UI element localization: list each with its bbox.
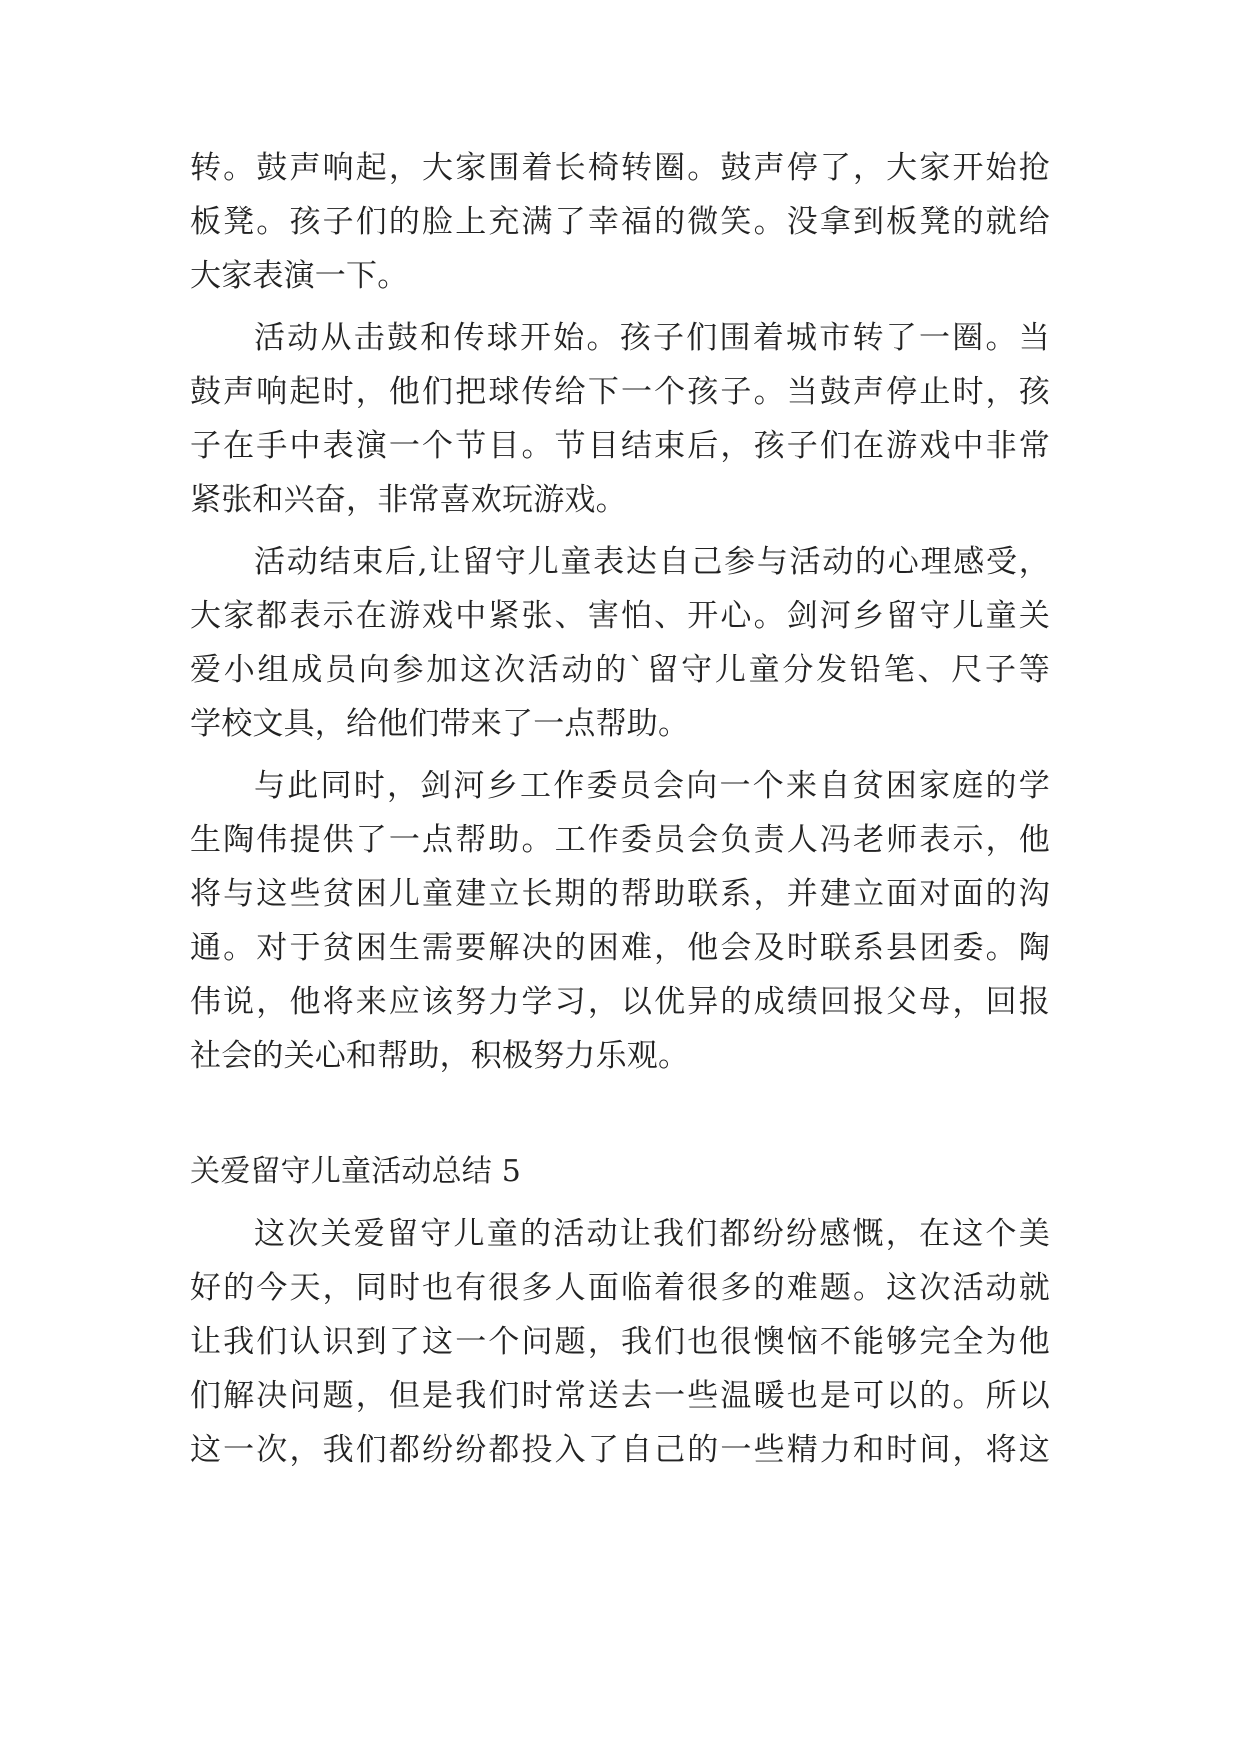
text-line: 生陶伟提供了一点帮助。工作委员会负责人冯老师表示，他 bbox=[190, 822, 1050, 858]
paragraph-first-line: 与此同时，剑河乡工作委员会向一个来自贫困家庭的学 bbox=[254, 768, 1050, 804]
text-line: 学校文具，给他们带来了一点帮助。 bbox=[190, 706, 690, 742]
paragraph-first-line: 活动结束后,让留守儿童表达自己参与活动的心理感受， bbox=[254, 544, 1050, 580]
text-line: 紧张和兴奋，非常喜欢玩游戏。 bbox=[190, 482, 627, 518]
paragraph-first-line: 活动从击鼓和传球开始。孩子们围着城市转了一圈。当 bbox=[254, 320, 1050, 356]
text-line: 好的今天，同时也有很多人面临着很多的难题。这次活动就 bbox=[190, 1270, 1050, 1306]
text-line: 鼓声响起时，他们把球传给下一个孩子。当鼓声停止时，孩 bbox=[190, 374, 1050, 410]
text-line: 板凳。孩子们的脸上充满了幸福的微笑。没拿到板凳的就给 bbox=[190, 204, 1050, 240]
text-line: 伟说，他将来应该努力学习，以优异的成绩回报父母，回报 bbox=[190, 984, 1050, 1020]
text-line: 大家表演一下。 bbox=[190, 258, 409, 294]
text-line: 转。鼓声响起，大家围着长椅转圈。鼓声停了，大家开始抢 bbox=[190, 150, 1050, 186]
text-line: 社会的关心和帮助，积极努力乐观。 bbox=[190, 1038, 690, 1074]
text-line: 这一次，我们都纷纷都投入了自己的一些精力和时间，将这 bbox=[190, 1432, 1050, 1468]
text-line: 通。对于贫困生需要解决的困难，他会及时联系县团委。陶 bbox=[190, 930, 1050, 966]
text-line: 将与这些贫困儿童建立长期的帮助联系，并建立面对面的沟 bbox=[190, 876, 1050, 912]
text-line: 们解决问题，但是我们时常送去一些温暖也是可以的。所以 bbox=[190, 1378, 1050, 1414]
text-line: 子在手中表演一个节目。节目结束后，孩子们在游戏中非常 bbox=[190, 428, 1050, 464]
text-line: 大家都表示在游戏中紧张、害怕、开心。剑河乡留守儿童关 bbox=[190, 598, 1050, 634]
text-line: 让我们认识到了这一个问题，我们也很懊恼不能够完全为他 bbox=[190, 1324, 1050, 1360]
section-heading: 关爱留守儿童活动总结 5 bbox=[190, 1154, 522, 1189]
text-line: 爱小组成员向参加这次活动的`留守儿童分发铅笔、尺子等 bbox=[190, 652, 1050, 688]
paragraph-first-line: 这次关爱留守儿童的活动让我们都纷纷感慨，在这个美 bbox=[254, 1216, 1050, 1252]
